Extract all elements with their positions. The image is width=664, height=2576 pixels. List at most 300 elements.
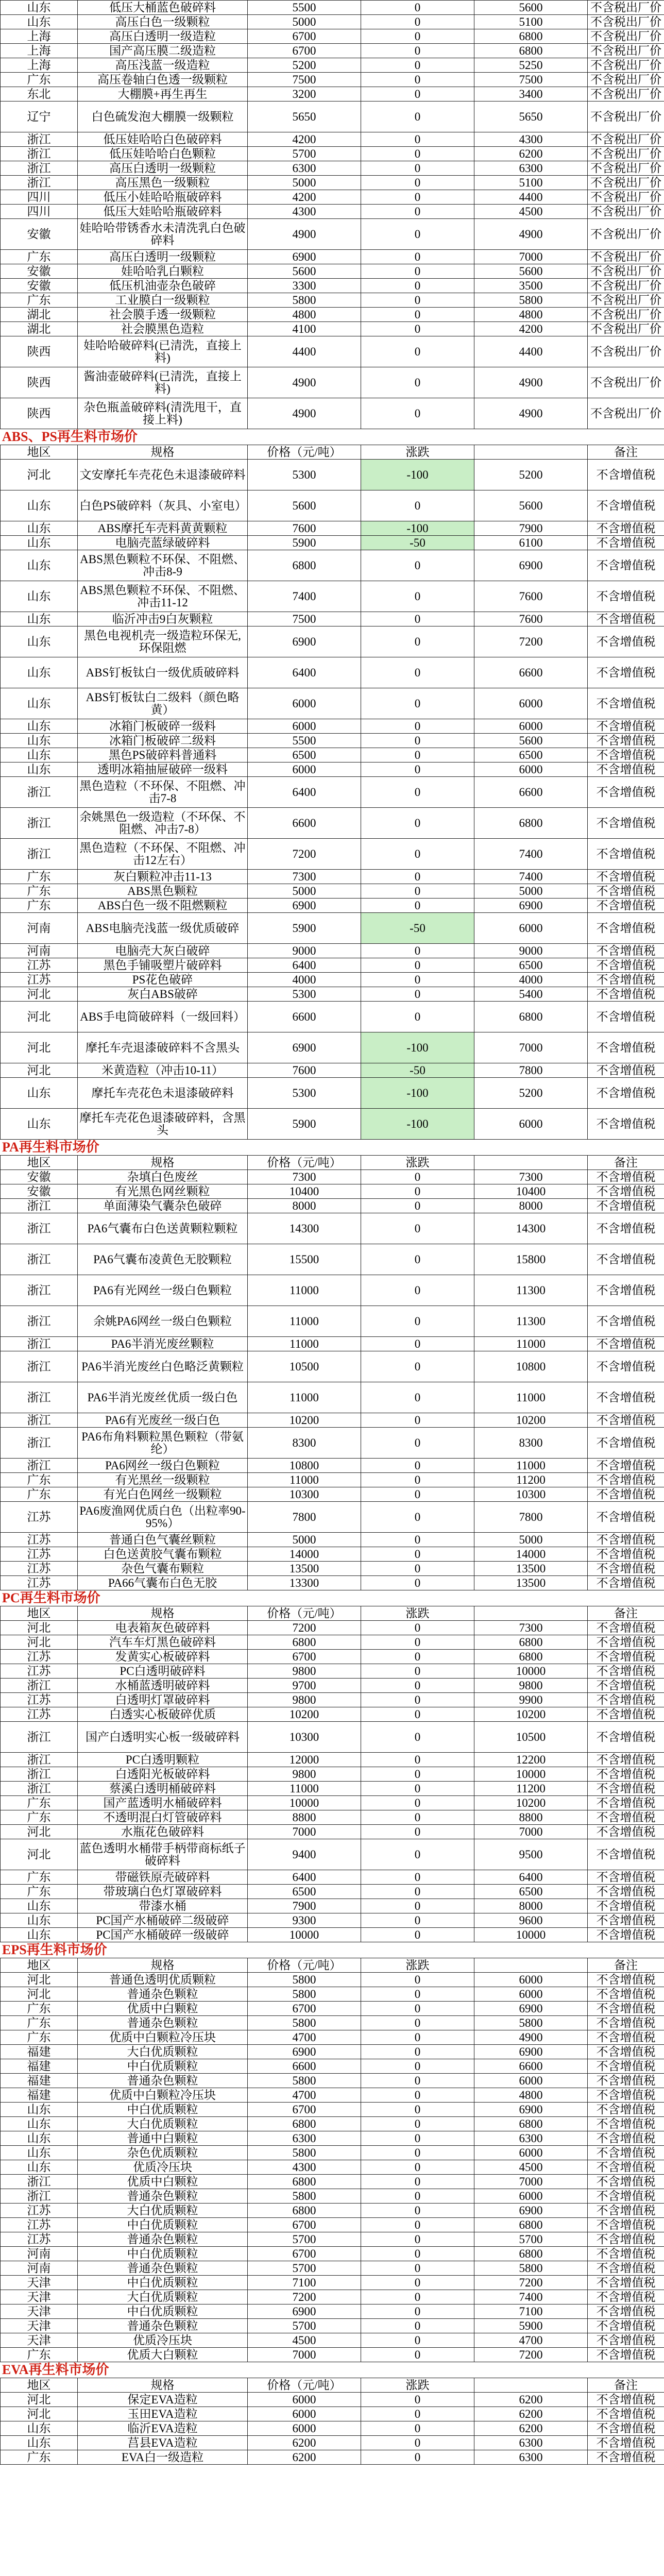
price2-cell: 14000 [474, 1547, 588, 1562]
price2-cell: 10400 [474, 1184, 588, 1199]
remark-cell: 不含增值税 [588, 762, 664, 777]
price-cell: 6200 [248, 2450, 361, 2465]
table-row [1, 2276, 664, 2290]
remark-cell: 不含税出厂价 [588, 205, 664, 219]
remark-cell: 不含增值税 [588, 2002, 664, 2016]
table-row [1, 2160, 664, 2175]
remark-cell: 不含增值税 [588, 777, 664, 808]
remark-cell: 不含增值税 [588, 1459, 664, 1473]
price2-cell: 4800 [474, 2088, 588, 2103]
region-cell: 浙江 [1, 1767, 78, 1782]
table-row [1, 2333, 664, 2348]
column-header: 规格 [78, 1156, 248, 1170]
remark-cell: 不含增值税 [588, 2319, 664, 2333]
price2-cell: 6800 [474, 1002, 588, 1032]
spec-cell: 保定EVA造粒 [78, 2393, 248, 2407]
table-row [1, 132, 664, 147]
spec-cell: 白色PS破碎料（灰具、小室电） [78, 490, 248, 521]
spec-cell: 带磁铁原壳破碎料 [78, 1870, 248, 1885]
spec-cell: 中白优质颗粒 [78, 2276, 248, 2290]
remark-cell: 不含增值税 [588, 1533, 664, 1547]
remark-cell: 不含增值税 [588, 2436, 664, 2450]
change-cell: 0 [361, 2218, 474, 2232]
remark-cell: 不含增值税 [588, 2059, 664, 2074]
table-row [1, 219, 664, 250]
spec-cell: 电表箱灰色破碎料 [78, 1621, 248, 1635]
price-cell: 6000 [248, 2421, 361, 2436]
change-cell: -50 [361, 1063, 474, 1078]
price-cell: 14000 [248, 1547, 361, 1562]
price2-cell: 6600 [474, 657, 588, 688]
region-cell: 河北 [1, 1973, 78, 1987]
price2-cell: 11000 [474, 1337, 588, 1351]
column-header: 备注 [588, 445, 664, 460]
change-cell: 0 [361, 2016, 474, 2030]
remark-cell: 不含增值税 [588, 1002, 664, 1032]
spec-cell: 白透实心板破碎优质 [78, 1707, 248, 1722]
price-cell: 11000 [248, 1382, 361, 1413]
price2-cell: 6900 [474, 2204, 588, 2218]
price-cell: 5700 [248, 2232, 361, 2247]
price-cell: 11000 [248, 1306, 361, 1337]
price2-cell: 9500 [474, 1839, 588, 1870]
region-cell: 山东 [1, 2131, 78, 2146]
price-cell: 6900 [248, 1032, 361, 1063]
change-cell: 0 [361, 2232, 474, 2247]
price2-cell: 6000 [474, 688, 588, 719]
spec-cell: PC国产水桶破碎一级破碎 [78, 1928, 248, 1942]
change-cell: 0 [361, 176, 474, 190]
change-cell: 0 [361, 1562, 474, 1576]
remark-cell: 不含增值税 [588, 1337, 664, 1351]
price2-cell: 7200 [474, 2348, 588, 2362]
region-cell: 河南 [1, 944, 78, 958]
remark-cell: 不含增值税 [588, 1635, 664, 1650]
spec-cell: 冰箱门板破碎一级料 [78, 719, 248, 734]
price2-cell: 6800 [474, 2247, 588, 2261]
region-cell: 浙江 [1, 1213, 78, 1244]
remark-cell: 不含增值税 [588, 1063, 664, 1078]
region-cell: 浙江 [1, 1782, 78, 1796]
price2-cell: 6300 [474, 2436, 588, 2450]
change-cell: 0 [361, 2088, 474, 2103]
region-cell: 安徽 [1, 1170, 78, 1184]
price2-cell: 7200 [474, 626, 588, 657]
table-row [1, 2232, 664, 2247]
table-row [1, 884, 664, 899]
change-cell: 0 [361, 1913, 474, 1928]
spec-cell: ABS黑色颗粒 [78, 884, 248, 899]
column-header: 价格（元/吨） [248, 2378, 361, 2393]
change-cell: 0 [361, 219, 474, 250]
remark-cell: 不含税出厂价 [588, 219, 664, 250]
region-cell: 浙江 [1, 1199, 78, 1213]
table-row [1, 581, 664, 612]
change-cell: 0 [361, 1002, 474, 1032]
spec-cell: 带玻璃白色灯罩破碎料 [78, 1885, 248, 1899]
change-cell: 0 [361, 2175, 474, 2189]
spec-cell: 高压白色一级颗粒 [78, 15, 248, 29]
spec-cell: 普通杂色颗粒 [78, 2319, 248, 2333]
table-row [1, 2045, 664, 2059]
price-cell: 6900 [248, 899, 361, 913]
region-cell: 山东 [1, 2421, 78, 2436]
price-cell: 8000 [248, 1199, 361, 1213]
price-cell: 3300 [248, 279, 361, 293]
region-cell: 江苏 [1, 1502, 78, 1533]
remark-cell: 不含增值税 [588, 2030, 664, 2045]
price-cell: 6300 [248, 2131, 361, 2146]
region-cell: 江苏 [1, 1562, 78, 1576]
change-cell: 0 [361, 367, 474, 398]
table-row [1, 44, 664, 58]
price2-cell: 3400 [474, 87, 588, 101]
change-cell: -50 [361, 536, 474, 550]
spec-cell: PC白透明颗粒 [78, 1753, 248, 1767]
price2-cell: 6000 [474, 762, 588, 777]
spec-cell: 社会膜手透一级颗粒 [78, 308, 248, 322]
region-cell: 安徽 [1, 219, 78, 250]
price-cell: 4300 [248, 2160, 361, 2175]
region-cell: 江苏 [1, 973, 78, 987]
price-cell: 5000 [248, 15, 361, 29]
spec-cell: 高压白透明一级颗粒 [78, 161, 248, 176]
price-cell: 6600 [248, 808, 361, 839]
price-cell: 7400 [248, 581, 361, 612]
change-cell: 0 [361, 748, 474, 762]
table-row [1, 322, 664, 336]
remark-cell: 不含增值税 [588, 1351, 664, 1382]
price2-cell: 5600 [474, 264, 588, 279]
region-cell: 江苏 [1, 1664, 78, 1679]
region-cell: 上海 [1, 29, 78, 44]
spec-cell: PA6气囊布白色送黄颗粒颗粒 [78, 1213, 248, 1244]
price2-cell: 6500 [474, 1885, 588, 1899]
price-cell: 4700 [248, 2030, 361, 2045]
remark-cell: 不含增值税 [588, 2103, 664, 2117]
remark-cell: 不含增值税 [588, 1722, 664, 1753]
price2-cell: 7100 [474, 2304, 588, 2319]
table-row [1, 2319, 664, 2333]
region-cell: 河北 [1, 1825, 78, 1839]
change-cell: 0 [361, 2436, 474, 2450]
price-cell: 8300 [248, 1428, 361, 1459]
region-cell: 广东 [1, 293, 78, 308]
change-cell: 0 [361, 1459, 474, 1473]
price-cell: 4900 [248, 367, 361, 398]
price-cell: 4200 [248, 132, 361, 147]
region-cell: 江苏 [1, 1576, 78, 1590]
region-cell: 山东 [1, 688, 78, 719]
table-row [1, 176, 664, 190]
price-cell: 6800 [248, 2204, 361, 2218]
price2-cell: 4200 [474, 322, 588, 336]
remark-cell: 不含增值税 [588, 2175, 664, 2189]
change-cell: 0 [361, 777, 474, 808]
spec-cell: PA6有光废丝一级白色 [78, 1413, 248, 1428]
price-cell: 6400 [248, 657, 361, 688]
remark-cell: 不含税出厂价 [588, 190, 664, 205]
remark-cell: 不含增值税 [588, 913, 664, 944]
remark-cell: 不含增值税 [588, 808, 664, 839]
region-cell: 河北 [1, 1839, 78, 1870]
price2-cell: 11200 [474, 1473, 588, 1487]
region-cell: 山东 [1, 550, 78, 581]
spec-cell: 中白优质颗粒 [78, 2247, 248, 2261]
spec-cell: 电脑壳大灰白破碎 [78, 944, 248, 958]
region-cell: 浙江 [1, 161, 78, 176]
price-cell: 7000 [248, 1825, 361, 1839]
region-cell: 山东 [1, 748, 78, 762]
price2-cell: 10500 [474, 1722, 588, 1753]
table-row [1, 2348, 664, 2362]
remark-cell: 不含增值税 [588, 748, 664, 762]
table-row [1, 250, 664, 264]
spec-cell: 杂色瓶盖破碎料(清洗甩干，直接上料) [78, 398, 248, 429]
table-header-row [1, 1606, 664, 1621]
table-row [1, 58, 664, 73]
column-header: 地区 [1, 445, 78, 460]
price-cell: 5300 [248, 987, 361, 1002]
price2-cell: 5100 [474, 176, 588, 190]
change-cell: 0 [361, 1810, 474, 1825]
price-cell: 6700 [248, 2247, 361, 2261]
price2-cell: 5200 [474, 460, 588, 490]
remark-cell: 不含增值税 [588, 2393, 664, 2407]
remark-cell: 不含税出厂价 [588, 15, 664, 29]
spec-cell: 高压浅蓝一级造粒 [78, 58, 248, 73]
region-cell: 浙江 [1, 1753, 78, 1767]
change-cell: -100 [361, 1109, 474, 1140]
spec-cell: 工业膜白一级颗粒 [78, 293, 248, 308]
spec-cell: ABS电脑壳浅蓝一级优质破碎 [78, 913, 248, 944]
table-row [1, 899, 664, 913]
spec-cell: PA66气囊布白色无胶 [78, 1576, 248, 1590]
spec-cell: PA6半消光废丝优质一级白色 [78, 1382, 248, 1413]
spec-cell: 不透明混白灯管破碎料 [78, 1810, 248, 1825]
region-cell: 广东 [1, 1810, 78, 1825]
price2-cell: 6900 [474, 550, 588, 581]
region-cell: 河北 [1, 2407, 78, 2421]
change-cell: 0 [361, 1664, 474, 1679]
table-row [1, 1213, 664, 1244]
price-table [0, 1155, 664, 1590]
spec-cell: 高压白透明一级造粒 [78, 29, 248, 44]
change-cell: -100 [361, 521, 474, 536]
region-cell: 河北 [1, 987, 78, 1002]
table-row [1, 1487, 664, 1502]
price2-cell: 15800 [474, 1244, 588, 1275]
region-cell: 山东 [1, 1109, 78, 1140]
change-cell: 0 [361, 808, 474, 839]
price2-cell: 7000 [474, 1032, 588, 1063]
price-cell: 9800 [248, 1767, 361, 1782]
remark-cell: 不含增值税 [588, 612, 664, 626]
price2-cell: 6600 [474, 777, 588, 808]
price-cell: 7500 [248, 612, 361, 626]
price-cell: 7500 [248, 73, 361, 87]
price2-cell: 6200 [474, 147, 588, 161]
price2-cell: 11000 [474, 1459, 588, 1473]
remark-cell: 不含增值税 [588, 1473, 664, 1487]
price2-cell: 14300 [474, 1213, 588, 1244]
price2-cell: 5600 [474, 490, 588, 521]
remark-cell: 不含增值税 [588, 1306, 664, 1337]
remark-cell: 不含增值税 [588, 1275, 664, 1306]
price-cell: 7200 [248, 1621, 361, 1635]
region-cell: 江苏 [1, 1547, 78, 1562]
price2-cell: 5800 [474, 2016, 588, 2030]
region-cell: 山东 [1, 490, 78, 521]
column-header: 涨跌 [361, 2378, 474, 2393]
price2-cell: 6200 [474, 2407, 588, 2421]
change-cell: 0 [361, 2160, 474, 2175]
table-row [1, 87, 664, 101]
price2-cell: 6300 [474, 2450, 588, 2465]
spec-cell: 普通杂色颗粒 [78, 2261, 248, 2276]
remark-cell: 不含税出厂价 [588, 176, 664, 190]
price-cell: 5000 [248, 176, 361, 190]
remark-cell: 不含增值税 [588, 1825, 664, 1839]
remark-cell: 不含增值税 [588, 2304, 664, 2319]
column-header: 涨跌 [361, 1606, 474, 1621]
price2-cell: 7800 [474, 1502, 588, 1533]
table-row [1, 1987, 664, 2002]
change-cell: 0 [361, 101, 474, 132]
price-cell: 9700 [248, 1679, 361, 1693]
column-header [474, 2378, 588, 2393]
change-cell: 0 [361, 987, 474, 1002]
table-row [1, 1184, 664, 1199]
change-cell: 0 [361, 2393, 474, 2407]
remark-cell: 不含增值税 [588, 1810, 664, 1825]
change-cell: 0 [361, 2204, 474, 2218]
price2-cell: 5400 [474, 987, 588, 1002]
region-cell: 天津 [1, 2276, 78, 2290]
price-cell: 5800 [248, 2016, 361, 2030]
region-cell: 江苏 [1, 1693, 78, 1707]
table-row [1, 2059, 664, 2074]
change-cell: 0 [361, 1428, 474, 1459]
change-cell: 0 [361, 688, 474, 719]
change-cell: 0 [361, 2059, 474, 2074]
price2-cell: 8800 [474, 1810, 588, 1825]
price2-cell: 7400 [474, 870, 588, 884]
spec-cell: 普通色透明优质颗粒 [78, 1973, 248, 1987]
price2-cell: 5800 [474, 293, 588, 308]
table-row [1, 1839, 664, 1870]
spec-cell: 发黄实心板破碎料 [78, 1650, 248, 1664]
table-row [1, 1621, 664, 1635]
price-cell: 5600 [248, 264, 361, 279]
change-cell: 0 [361, 322, 474, 336]
remark-cell: 不含增值税 [588, 626, 664, 657]
price-cell: 6800 [248, 1635, 361, 1650]
change-cell: 0 [361, 581, 474, 612]
spec-cell: 汽车车灯黑色破碎料 [78, 1635, 248, 1650]
section-title: EPS再生料市场价 [2, 1942, 107, 1957]
region-cell: 浙江 [1, 2175, 78, 2189]
price2-cell: 13500 [474, 1562, 588, 1576]
price-cell: 5700 [248, 2261, 361, 2276]
spec-cell: 单面薄染气囊杂色破碎 [78, 1199, 248, 1213]
price2-cell: 5600 [474, 734, 588, 748]
change-cell: 0 [361, 1885, 474, 1899]
column-header: 备注 [588, 1606, 664, 1621]
change-cell: 0 [361, 1722, 474, 1753]
change-cell: 0 [361, 1, 474, 15]
region-cell: 四川 [1, 190, 78, 205]
price2-cell: 6800 [474, 2218, 588, 2232]
change-cell: 0 [361, 1707, 474, 1722]
price-cell: 6700 [248, 2103, 361, 2117]
remark-cell: 不含增值税 [588, 550, 664, 581]
table-row [1, 264, 664, 279]
spec-cell: 临沂冲击9白灰颗粒 [78, 612, 248, 626]
spec-cell: 国产高压膜二级造粒 [78, 44, 248, 58]
table-row [1, 2436, 664, 2450]
region-cell: 山东 [1, 762, 78, 777]
table-row [1, 688, 664, 719]
remark-cell: 不含税出厂价 [588, 322, 664, 336]
remark-cell: 不含增值税 [588, 2045, 664, 2059]
region-cell: 福建 [1, 2045, 78, 2059]
price2-cell: 7600 [474, 612, 588, 626]
change-cell: 0 [361, 2290, 474, 2304]
column-header: 规格 [78, 1958, 248, 1973]
price2-cell: 7600 [474, 581, 588, 612]
table-row [1, 398, 664, 429]
spec-cell: 文安摩托车壳花色未退漆破碎料 [78, 460, 248, 490]
spec-cell: 有光黑丝一级颗粒 [78, 1473, 248, 1487]
region-cell: 江苏 [1, 2232, 78, 2247]
price-cell: 6700 [248, 2218, 361, 2232]
table-row [1, 1870, 664, 1885]
region-cell: 陕西 [1, 367, 78, 398]
region-cell: 广东 [1, 2348, 78, 2362]
change-cell: 0 [361, 2319, 474, 2333]
table-row [1, 2290, 664, 2304]
column-header: 备注 [588, 1958, 664, 1973]
table-row [1, 1693, 664, 1707]
change-cell: 0 [361, 205, 474, 219]
price-cell: 10200 [248, 1707, 361, 1722]
region-cell: 浙江 [1, 1382, 78, 1413]
spec-cell: 电脑壳蓝绿破碎料 [78, 536, 248, 550]
spec-cell: 米黄造粒（冲击10-11） [78, 1063, 248, 1078]
change-cell: 0 [361, 884, 474, 899]
change-cell: 0 [361, 2247, 474, 2261]
table-row [1, 1078, 664, 1109]
price-cell: 14300 [248, 1213, 361, 1244]
remark-cell: 不含增值税 [588, 1487, 664, 1502]
remark-cell: 不含增值税 [588, 2204, 664, 2218]
price-cell: 6700 [248, 2002, 361, 2016]
spec-cell: 普通杂色颗粒 [78, 2189, 248, 2204]
change-cell: 0 [361, 1987, 474, 2002]
change-cell: 0 [361, 944, 474, 958]
remark-cell: 不含增值税 [588, 2016, 664, 2030]
price2-cell: 7400 [474, 839, 588, 870]
table-header-row [1, 2378, 664, 2393]
spec-cell: 透明冰箱抽屉破碎一级料 [78, 762, 248, 777]
remark-cell: 不含增值税 [588, 1885, 664, 1899]
change-cell: 0 [361, 839, 474, 870]
price2-cell: 4400 [474, 336, 588, 367]
spec-cell: PA6气囊布凌黄色无胶颗粒 [78, 1244, 248, 1275]
spec-cell: ABS摩托车壳料黄黄颗粒 [78, 521, 248, 536]
price2-cell: 6000 [474, 1109, 588, 1140]
